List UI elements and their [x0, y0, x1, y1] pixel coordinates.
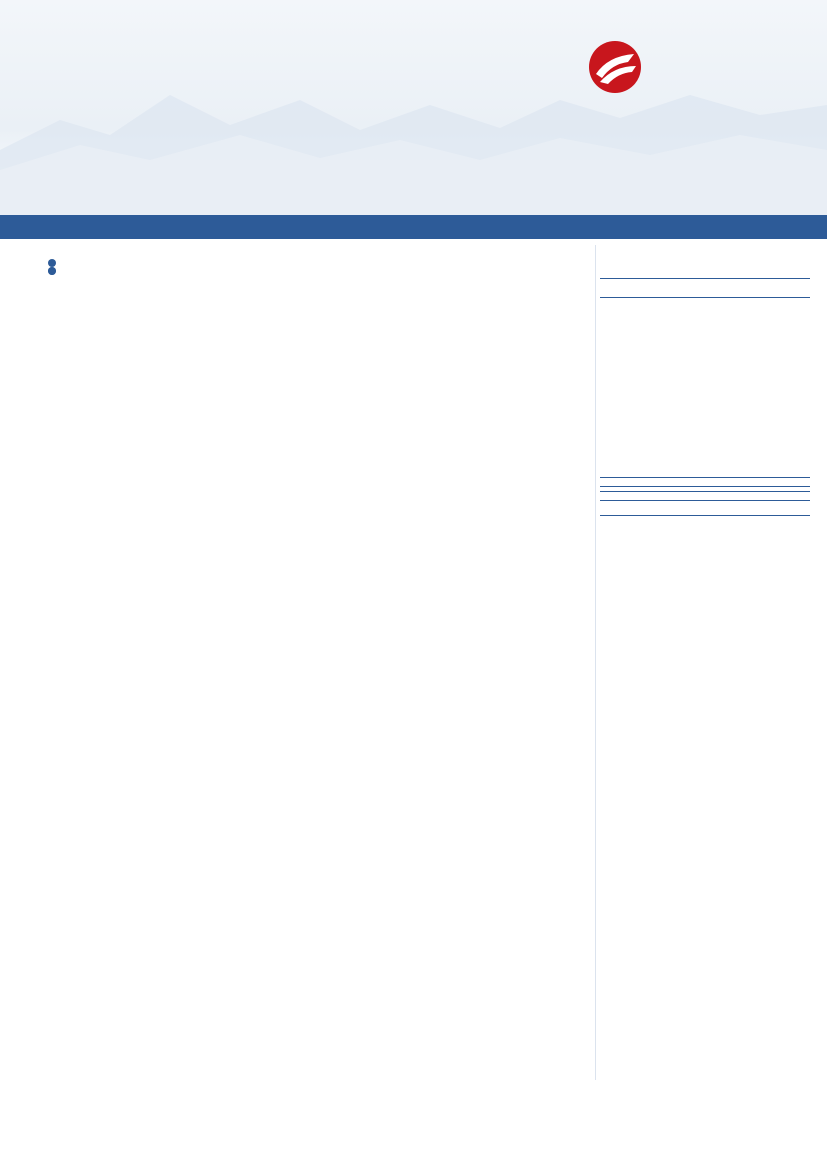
logo-emblem-icon — [588, 40, 642, 94]
sidebar — [600, 249, 810, 522]
analyst-block — [600, 477, 810, 501]
mountain-background — [0, 0, 827, 215]
column-divider — [595, 245, 596, 1080]
bullet-dot-icon — [48, 259, 56, 267]
bullet-dot-icon — [48, 267, 56, 275]
trend-chart — [600, 298, 810, 468]
assistant-heading — [600, 491, 810, 501]
analyst-heading — [600, 477, 810, 487]
related-heading — [600, 507, 810, 516]
title-band — [0, 215, 827, 239]
related-research — [600, 507, 810, 516]
rating-box — [600, 249, 810, 279]
page-header — [0, 0, 827, 215]
main-column — [48, 252, 586, 262]
company-logo — [588, 40, 788, 100]
